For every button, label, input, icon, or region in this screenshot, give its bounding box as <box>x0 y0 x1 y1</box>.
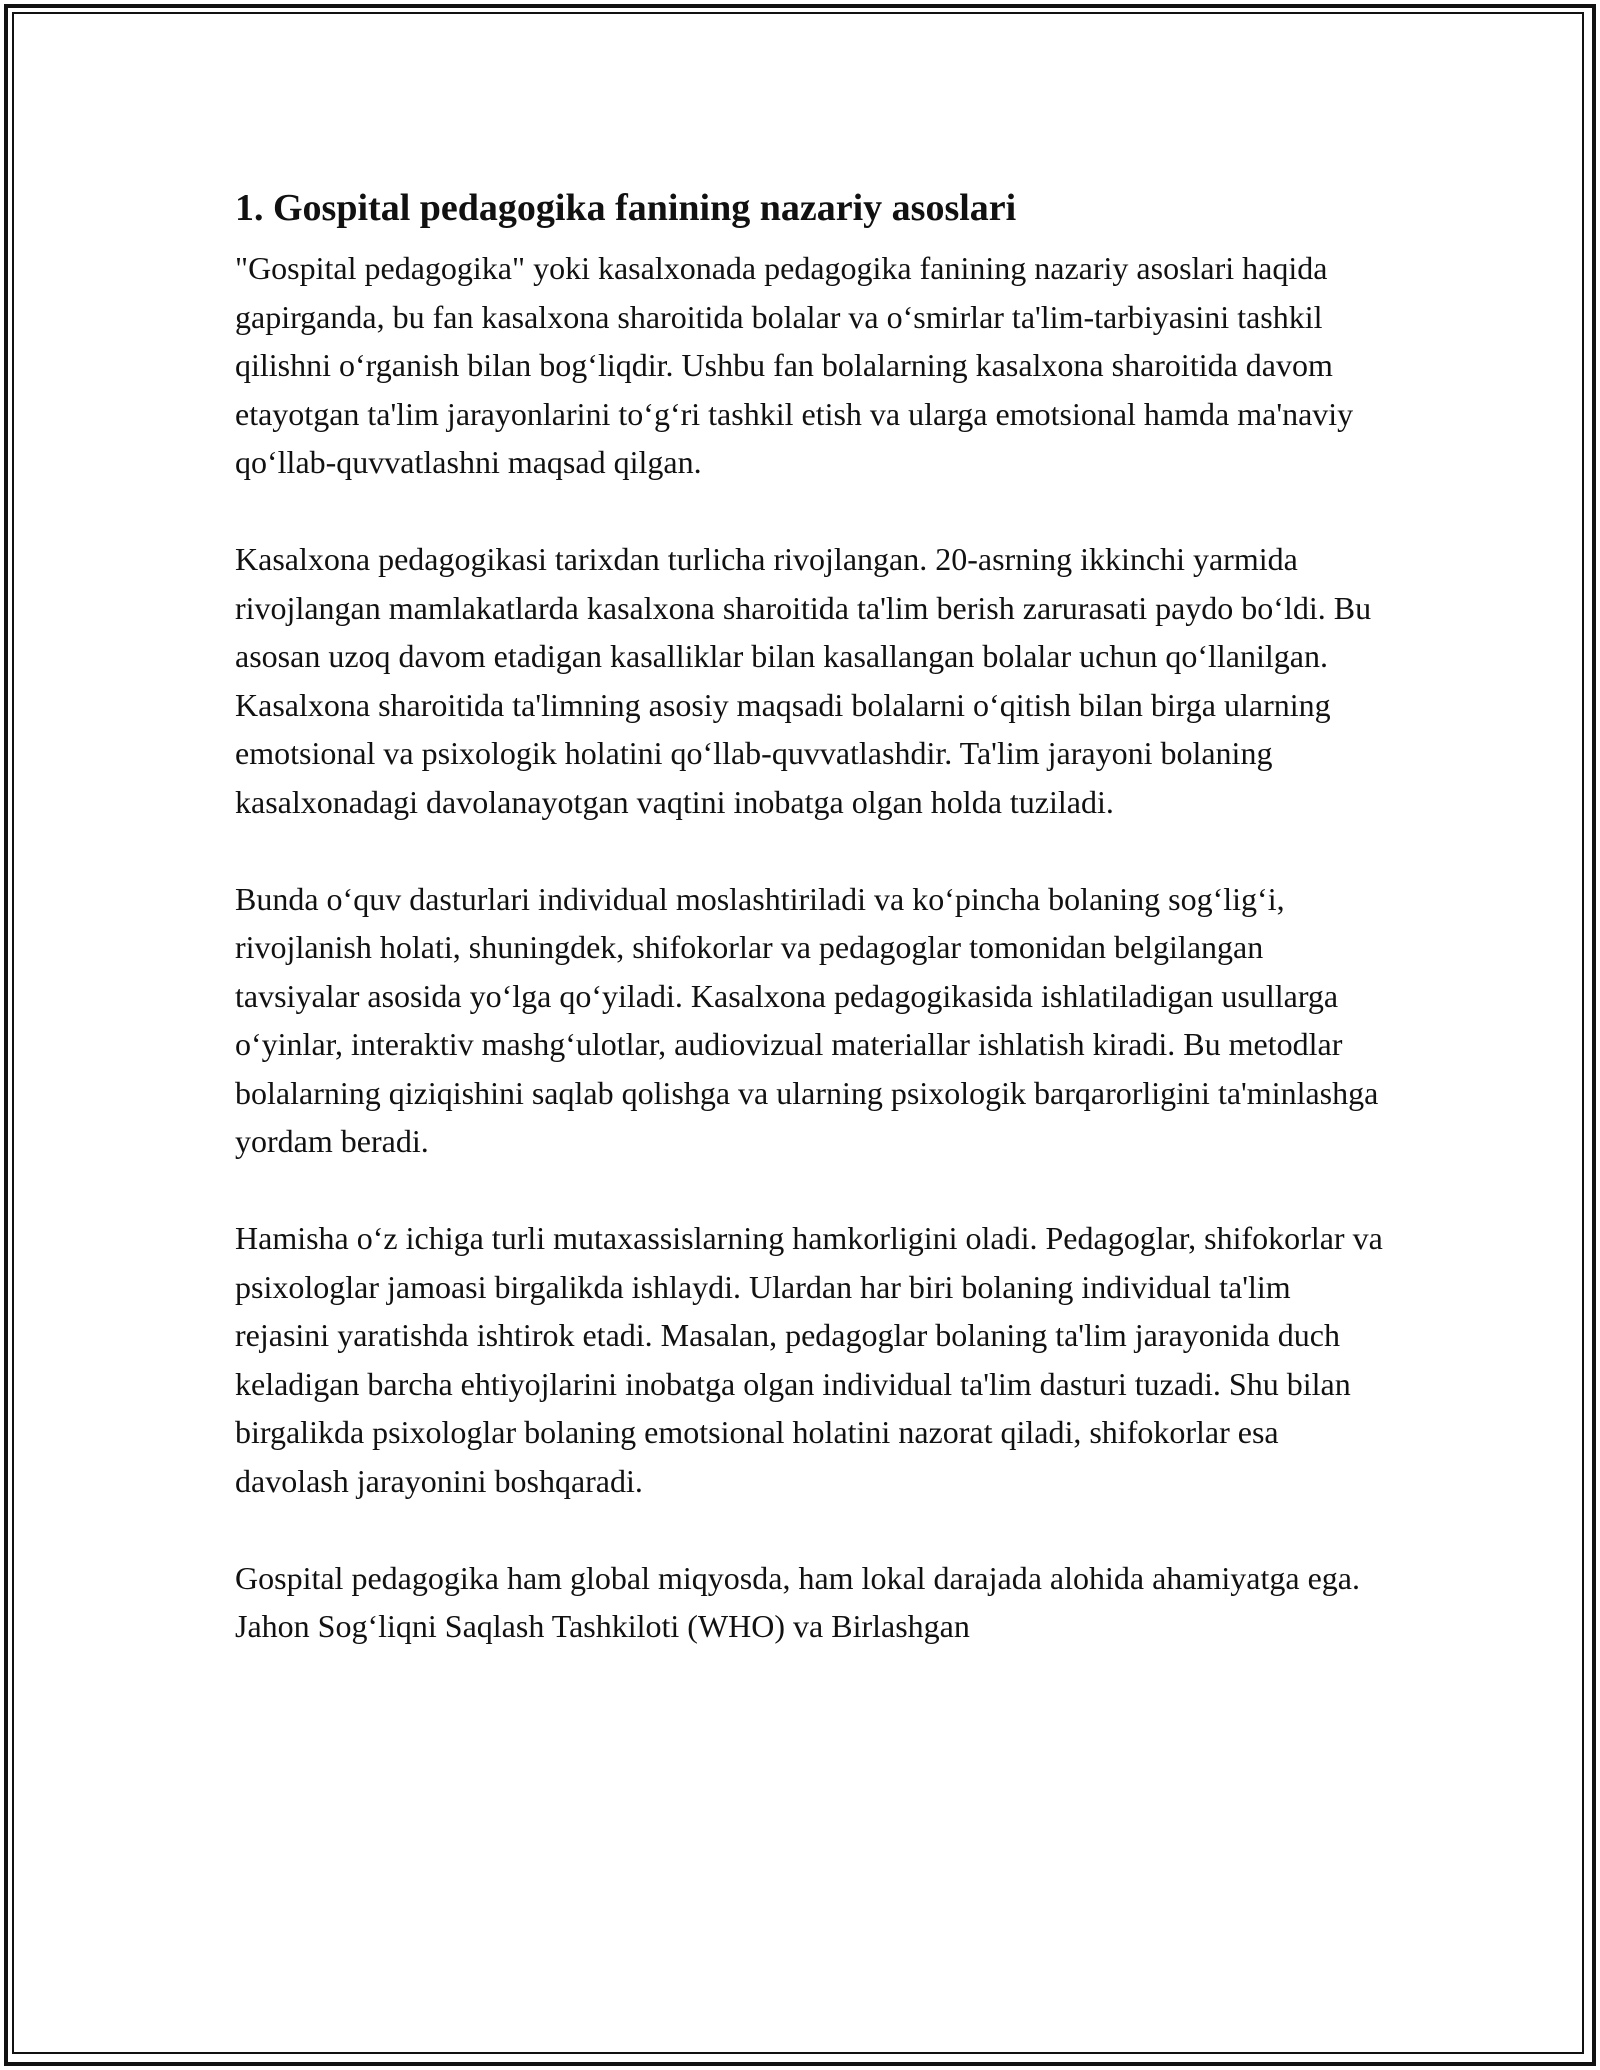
paragraph-2: Kasalxona pedagogikasi tarixdan turlicha rivojlangan. 20-asrning ikkinchi yarmida rivojlangan mamlakatlarda kasalxona sharoitida ta'lim berish zarurasati paydo boʻldi. Bu asosan uzoq davom etadigan kasalliklar bilan kasallangan bolalar uchun qoʻllanilgan. Kasalxona sharoitida ta'limning asosiy maqsadi bolalarni oʻqitish bilan birga ularning emotsional va psixologik holatini qoʻllab-quvvatlashdir. Ta'lim jarayoni bolaning kasalxonadagi davolanayotgan vaqtini inobatga olgan holda tuziladi. <box>235 541 1372 820</box>
paragraph-5: Gospital pedagogika ham global miqyosda, ham lokal darajada alohida ahamiyatga ega. Jahon Sogʻliqni Saqlash Tashkiloti (WHO) va Birlashgan <box>235 1559 1360 1644</box>
page-title: 1. Gospital pedagogika fanining nazariy asoslari <box>235 187 1017 229</box>
paragraph-1: "Gospital pedagogika" yoki kasalxonada pedagogika fanining nazariy asoslari haqida gapirganda, bu fan kasalxona sharoitida bolalar va oʻsmirlar ta'lim-tarbiyasini tashkil qilishni oʻrganish bilan bogʻliqdir. Ushbu fan bolalarning kasalxona sharoitida davom etayotgan ta'lim jarayonlarini toʻgʻri tashkil etish va ularga emotsional hamda ma'naviy qoʻllab-quvvatlashni maqsad qilgan. <box>235 250 1354 480</box>
document-body <box>235 184 1385 1699</box>
paragraph-3: Bunda oʻquv dasturlari individual moslashtiriladi va koʻpincha bolaning sogʻligʻi, rivojlanish holati, shuningdek, shifokorlar va pedagoglar tomonidan belgilangan tavsiyalar asosida yoʻlga qoʻyiladi. Kasalxona pedagogikasida ishlatiladigan usullarga oʻyinlar, interaktiv mashgʻulotlar, audiovizual materiallar ishlatish kiradi. Bu metodlar bolalarning qiziqishini saqlab qolishga va ularning psixologik barqarorligini ta'minlashga yordam beradi. <box>235 880 1379 1159</box>
paragraph-4: Hamisha oʻz ichiga turli mutaxassislarning hamkorligini oladi. Pedagoglar, shifokorlar va psixologlar jamoasi birgalikda ishlaydi. Ulardan har biri bolaning individual ta'lim rejasini yaratishda ishtirok etadi. Masalan, pedagoglar bolaning ta'lim jarayonida duch keladigan barcha ehtiyojlarini inobatga olgan individual ta'lim dasturi tuzadi. Shu bilan birgalikda psixologlar bolaning emotsional holatini nazorat qiladi, shifokorlar esa davolash jarayonini boshqaradi. <box>235 1220 1383 1499</box>
